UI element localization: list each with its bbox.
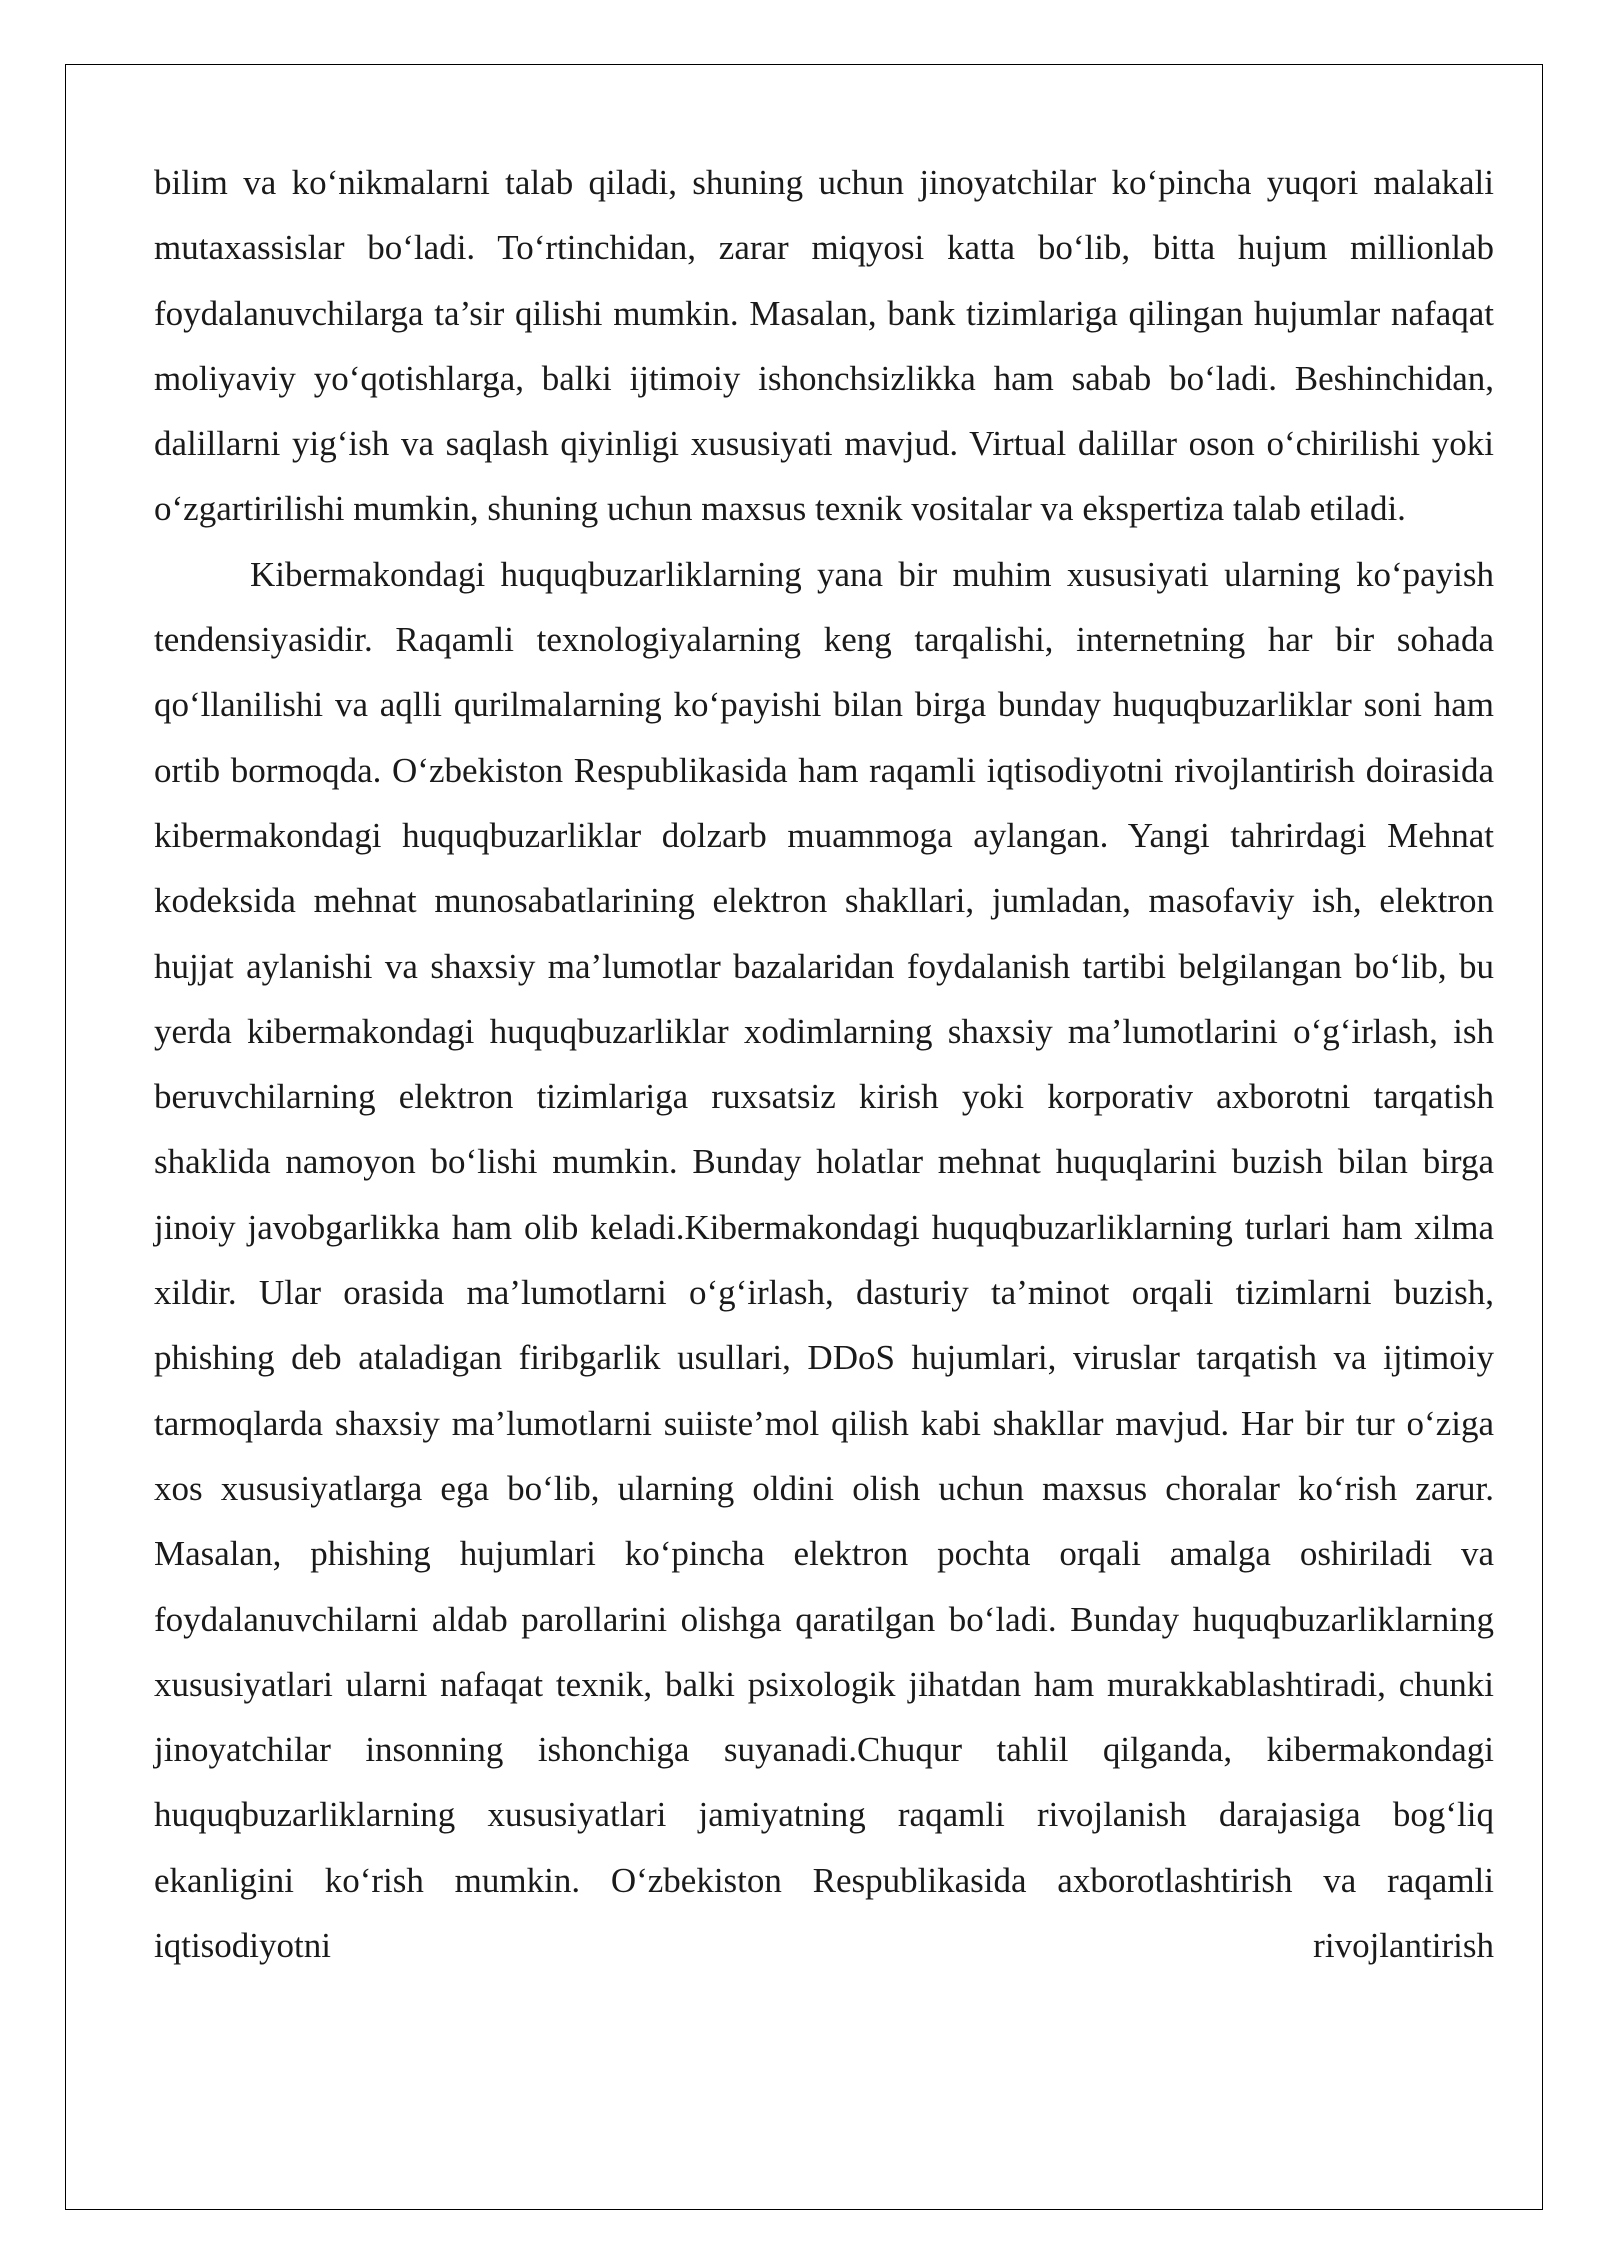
document-body [154,150,1494,1978]
paragraph-2: Kibermakondagi huquqbuzarliklarning yana bir muhim xususiyati ularning ko‘payish tendensiyasidir. Raqamli texnologiyalarning keng tarqalishi, internetning har bir sohada qo‘llanilishi va aqlli qurilmalarning ko‘payishi bilan birga bunday huquqbuzarliklar soni ham ortib bormoqda. O‘zbekiston Respublikasida ham raqamli iqtisodiyotni rivojlantirish doirasida kibermakondagi huquqbuzarliklar dolzarb muammoga aylangan. Yangi tahrirdagi Mehnat kodeksida mehnat munosabatlarining elektron shakllari, jumladan, masofaviy ish, elektron hujjat aylanishi va shaxsiy ma’lumotlar bazalaridan foydalanish tartibi belgilangan bo‘lib, bu yerda kibermakondagi huquqbuzarliklar xodimlarning shaxsiy ma’lumotlarini o‘g‘irlash, ish beruvchilarning elektron tizimlariga ruxsatsiz kirish yoki korporativ axborotni tarqatish shaklida namoyon bo‘lishi mumkin. Bunday holatlar mehnat huquqlarini buzish bilan birga jinoiy javobgarlikka ham olib keladi.Kibermakondagi huquqbuzarliklarning turlari ham xilma xildir. Ular orasida ma’lumotlarni o‘g‘irlash, dasturiy ta’minot orqali tizimlarni buzish, phishing deb ataladigan firibgarlik usullari, DDoS hujumlari, viruslar tarqatish va ijtimoiy tarmoqlarda shaxsiy ma’lumotlarni suiiste’mol qilish kabi shakllar mavjud. Har bir tur o‘ziga xos xususiyatlarga ega bo‘lib, ularning oldini olish uchun maxsus choralar ko‘rish zarur. Masalan, phishing hujumlari ko‘pincha elektron pochta orqali amalga oshiriladi va foydalanuvchilarni aldab parollarini olishga qaratilgan bo‘ladi. Bunday huquqbuzarliklarning xususiyatlari ularni nafaqat texnik, balki psixologik jihatdan ham murakkablashtiradi, chunki jinoyatchilar insonning ishonchiga suyanadi.Chuqur tahlil qilganda, kibermakondagi huquqbuzarliklarning xususiyatlari jamiyatning raqamli rivojlanish darajasiga bog‘liq ekanligini ko‘rish mumkin. O‘zbekiston Respublikasida axborotlashtirish va raqamli iqtisodiyotni rivojlantirish [154,554,1494,1966]
paragraph-1: bilim va ko‘nikmalarni talab qiladi, shuning uchun jinoyatchilar ko‘pincha yuqori malakali mutaxassislar bo‘ladi. To‘rtinchidan, zarar miqyosi katta bo‘lib, bitta hujum millionlab foydalanuvchilarga ta’sir qilishi mumkin. Masalan, bank tizimlariga qilingan hujumlar nafaqat moliyaviy yo‘qotishlarga, balki ijtimoiy ishonchsizlikka ham sabab bo‘ladi. Beshinchidan, dalillarni yig‘ish va saqlash qiyinligi xususiyati mavjud. Virtual dalillar oson o‘chirilishi yoki o‘zgartirilishi mumkin, shuning uchun maxsus texnik vositalar va ekspertiza talab etiladi. [154,163,1494,529]
